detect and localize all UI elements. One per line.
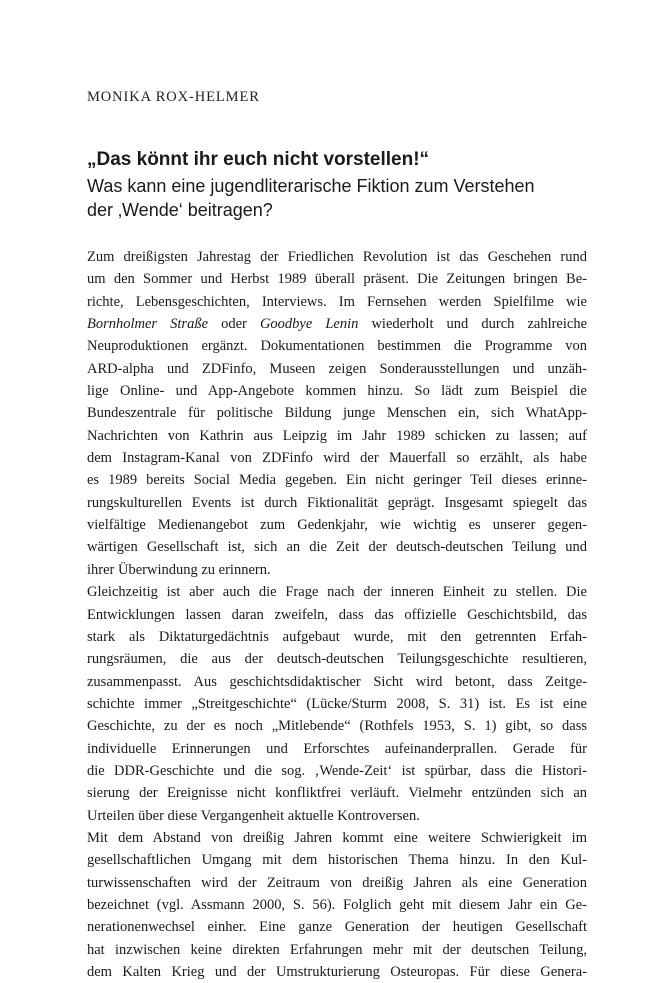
body-line: Entwicklungen lassen daran zweifeln, dass das offizielle Geschichtsbild, das (87, 606, 587, 623)
body-line: stark als Diktaturgedächtnis aufgebaut wurde, mit den getrennten Erfah- (87, 628, 587, 645)
body-line: zusammenpasst. Aus geschichtsdidaktischer Sicht wird betont, dass Zeitge- (87, 673, 587, 690)
body-line: vielfältige Medienangebot zum Gedenkjahr, wie wichtig es unserer gegen- (87, 517, 587, 534)
body-line: nerationenwechsel einher. Eine ganze Generation der heutigen Gesellschaft (87, 919, 587, 936)
body-line: bezeichnet (vgl. Assmann 2000, S. 56). Folglich geht mit diesem Jahr ein Ge- (87, 896, 587, 913)
body-line: dem Kalten Krieg und der Umstrukturierung Osteuropas. Für diese Genera- (87, 964, 587, 980)
body-line: Neuproduktionen ergänzt. Dokumentationen bestimmen die Programme von (87, 338, 587, 355)
body-line: ARD-alpha und ZDFinfo, Museen zeigen Sonderausstellungen und unzäh- (87, 360, 587, 377)
running-header-author: MONIKA ROX-HELMER (87, 89, 260, 105)
body-line: Zum dreißigsten Jahrestag der Friedlichen Revolution ist das Geschehen rund (87, 249, 587, 265)
film-title: Goodbye Lenin (259, 316, 359, 333)
body-line: lige Online- und App-Angebote kommen hinzu. So lädt zum Beispiel die (87, 383, 587, 400)
body-line: schichte immer „Streitgeschichte“ (Lücke/Sturm 2008, S. 31) ist. Es ist eine (87, 695, 587, 712)
body-line: Urteilen über diese Vergangenheit aktuelle Kontroversen. (87, 807, 420, 824)
body-line: um den Sommer und Herbst 1989 überall präsent. Die Zeitungen bringen Be- (87, 271, 587, 288)
article-title: „Das könnt ihr euch nicht vorstellen!“ (87, 149, 430, 170)
body-line: gesellschaftlichen Umgang mit dem historischen Thema hinzu. In den Kul- (87, 852, 587, 869)
subtitle-line: Was kann eine jugendliterarische Fiktion zum Verstehen (87, 176, 535, 196)
body-text-fragment: oder (208, 316, 260, 333)
body-line: rungskulturellen Events ist durch Fiktionalität geprägt. Insgesamt spiegelt das (87, 494, 587, 511)
body-line: es 1989 bereits Social Media gegeben. Ein nicht geringer Teil dieses erinne- (87, 472, 587, 489)
body-text (87, 246, 587, 983)
body-line: dem Instagram-Kanal von ZDFinfo wird der Mauerfall so erzählt, als habe (87, 450, 587, 467)
article-subtitle (87, 174, 607, 222)
body-line (87, 313, 587, 335)
body-line: Geschichte, zu der es noch „Mitlebende“ (Rothfels 1953, S. 1) gibt, so dass (87, 718, 587, 735)
body-line: sierung der Ereignisse nicht konfliktfrei verläuft. Vielmehr entzünden sich an (87, 785, 587, 802)
film-title: Bornholmer Straße (87, 316, 209, 333)
body-line: turwissenschaften wird der Zeitraum von dreißig Jahren als eine Generation (87, 874, 587, 891)
subtitle-line: der ‚Wende‘ beitragen? (87, 200, 273, 220)
body-text-fragment: wiederholt und durch zahlreiche (358, 316, 588, 333)
body-line: Gleichzeitig ist aber auch die Frage nach der inneren Einheit zu stellen. Die (87, 584, 587, 601)
body-line: die DDR-Geschichte und die sog. ‚Wende-Zeit‘ ist spürbar, dass die Histori- (87, 762, 587, 779)
body-line: Nachrichten von Kathrin aus Leipzig im Jahr 1989 schicken zu lassen; auf (87, 427, 587, 444)
body-line: richte, Lebensgeschichten, Interviews. Im Fernsehen werden Spielfilme wie (87, 293, 587, 310)
body-line: hat inzwischen keine direkten Erfahrungen mehr mit der deutschen Teilung, (87, 941, 587, 958)
body-line: rungsräumen, die aus der deutsch-deutschen Teilungsgeschichte resultieren, (87, 651, 587, 668)
body-line: Bundeszentrale für politische Bildung junge Menschen ein, sich WhatApp- (87, 405, 587, 422)
body-line: wärtigen Gesellschaft ist, sich an die Zeit der deutsch-deutschen Teilung und (87, 539, 587, 556)
body-line: individuelle Erinnerungen und Erforschtes aufeinanderprallen. Gerade für (87, 740, 587, 757)
body-line: Mit dem Abstand von dreißig Jahren kommt eine weitere Schwierigkeit im (87, 829, 587, 846)
body-line: ihrer Überwindung zu erinnern. (87, 561, 271, 578)
